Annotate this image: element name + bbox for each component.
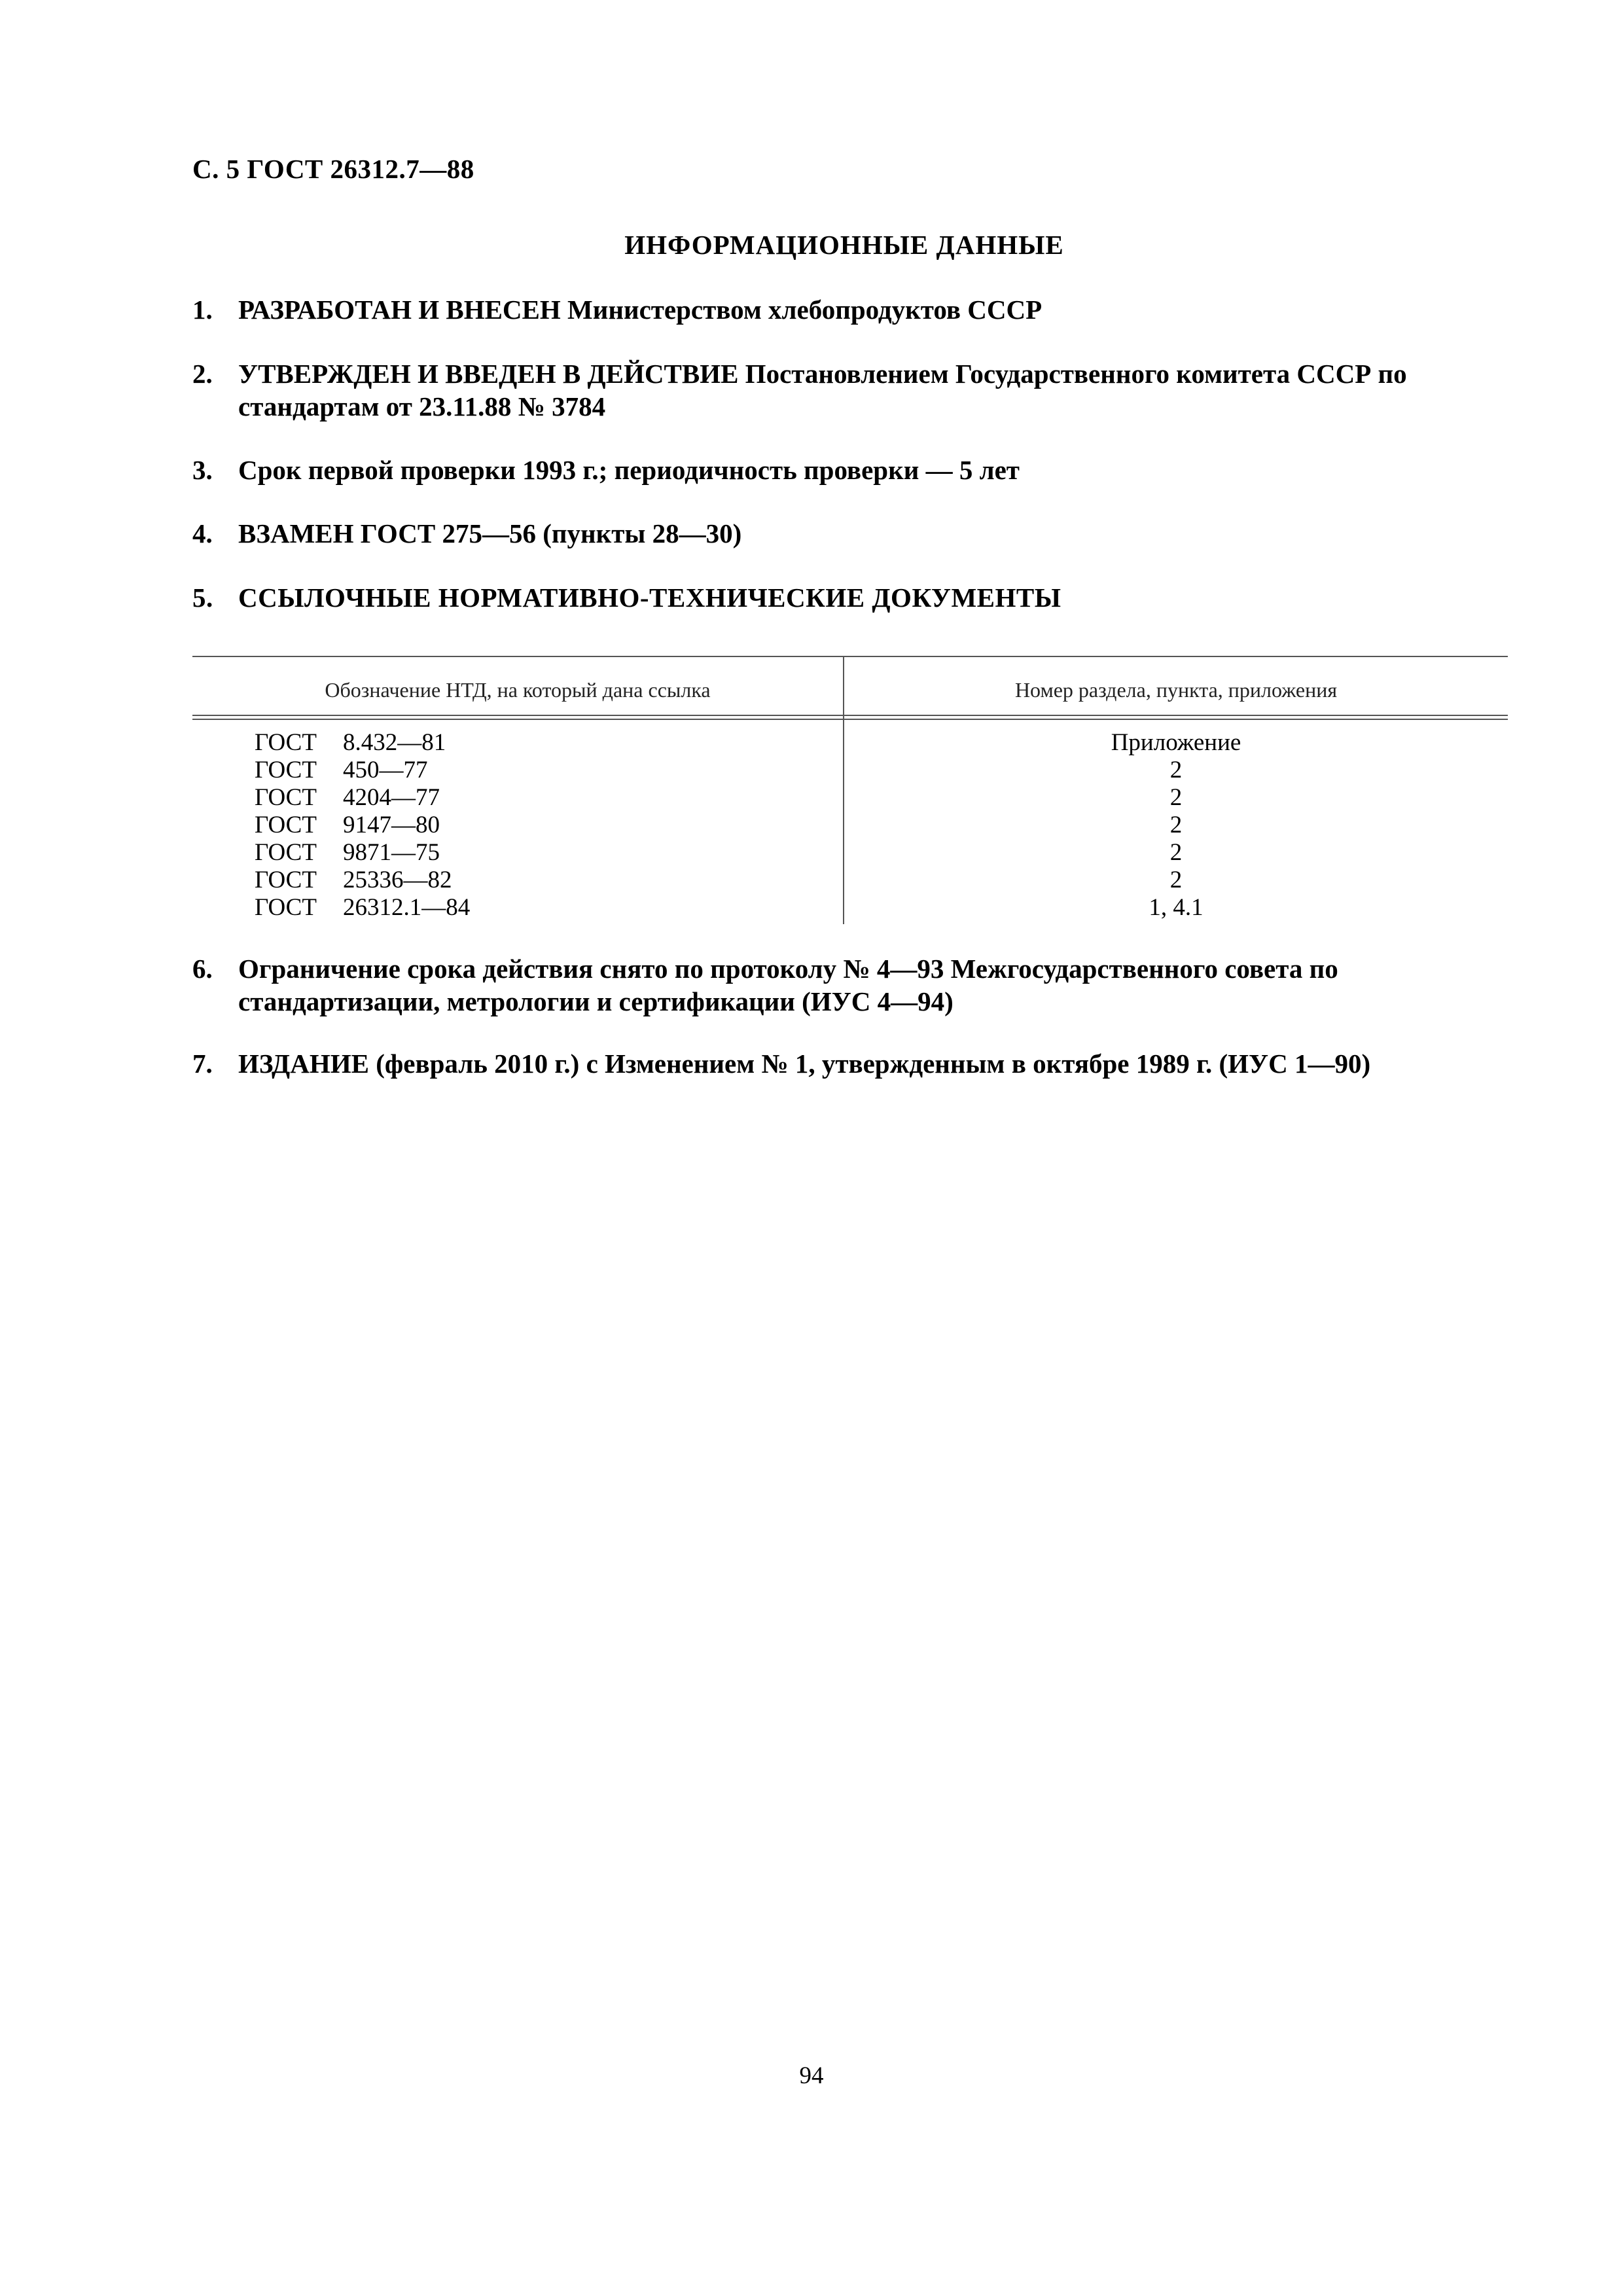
doc-number: 9147—80: [343, 812, 440, 838]
table-cell-ref: 2: [1169, 839, 1183, 866]
item-text: Срок первой проверки 1993 г.; периодичность проверки — 5 лет: [238, 455, 1020, 485]
doc-prefix: ГОСТ: [255, 812, 317, 838]
doc-prefix: ГОСТ: [255, 839, 317, 866]
item-number: 3.: [192, 455, 213, 485]
table-row: [255, 894, 470, 922]
table-ref-column: [844, 729, 1508, 922]
table-header-doc: Обозначение НТД, на который дана ссылка: [325, 678, 711, 702]
info-item-1: [192, 293, 1508, 326]
item-text: Ограничение срока действия снято по протоколу № 4—93 Межгосударственного совета по стандартизации, метрологии и сертификации (ИУС 4—94): [238, 954, 1338, 1016]
doc-number: 25336—82: [343, 867, 452, 893]
table-cell-ref: 2: [1169, 784, 1183, 811]
info-item-6: [192, 952, 1508, 1018]
table-cell-ref: Приложение: [1111, 729, 1241, 756]
item-text: РАЗРАБОТАН И ВНЕСЕН Министерством хлебопродуктов СССР: [238, 295, 1043, 325]
page-header: С. 5 ГОСТ 26312.7—88: [192, 154, 474, 184]
table-doc-column: [255, 729, 470, 922]
table-header-rule-double: [192, 719, 1508, 720]
reference-table: [192, 656, 1508, 924]
table-row: [255, 757, 470, 784]
item-number: 5.: [192, 583, 213, 613]
doc-number: 26312.1—84: [343, 894, 471, 921]
section-title: ИНФОРМАЦИОННЫЕ ДАННЫЕ: [624, 230, 1064, 260]
doc-number: 4204—77: [343, 784, 440, 811]
doc-prefix: ГОСТ: [255, 894, 317, 921]
table-cell-ref: 1, 4.1: [1149, 894, 1204, 921]
item-number: 6.: [192, 954, 213, 984]
info-item-3: [192, 454, 1508, 486]
table-row: [255, 812, 470, 839]
table-header-ref: Номер раздела, пункта, приложения: [1014, 678, 1338, 702]
item-number: 7.: [192, 1049, 213, 1079]
doc-number: 9871—75: [343, 839, 440, 866]
info-item-5: [192, 581, 1508, 614]
doc-prefix: ГОСТ: [255, 729, 317, 756]
table-row: [255, 839, 470, 867]
table-cell-ref: 2: [1169, 757, 1183, 783]
doc-prefix: ГОСТ: [255, 757, 317, 783]
info-item-2: [192, 357, 1508, 423]
info-item-4: [192, 517, 1508, 550]
info-item-7: [192, 1047, 1508, 1080]
doc-number: 450—77: [343, 757, 428, 783]
page-number: 94: [799, 2062, 824, 2089]
doc-number: 8.432—81: [343, 729, 446, 756]
item-text: ССЫЛОЧНЫЕ НОРМАТИВНО-ТЕХНИЧЕСКИЕ ДОКУМЕНТЫ: [238, 583, 1061, 613]
table-row: [255, 784, 470, 812]
doc-prefix: ГОСТ: [255, 784, 317, 811]
item-number: 2.: [192, 359, 213, 389]
table-header-rule: [192, 715, 1508, 716]
item-number: 1.: [192, 295, 213, 325]
table-cell-ref: 2: [1169, 867, 1183, 893]
item-text: ВЗАМЕН ГОСТ 275—56 (пункты 28—30): [238, 518, 742, 548]
item-text: УТВЕРЖДЕН И ВВЕДЕН В ДЕЙСТВИЕ Постановлением Государственного комитета СССР по стандартам от 23.11.88 № 3784: [238, 359, 1407, 422]
table-row: [255, 729, 470, 757]
table-top-rule: [192, 656, 1508, 657]
item-text: ИЗДАНИЕ (февраль 2010 г.) с Изменением № 1, утвержденным в октябре 1989 г. (ИУС 1—90): [238, 1049, 1371, 1079]
item-number: 4.: [192, 518, 213, 548]
doc-prefix: ГОСТ: [255, 867, 317, 893]
table-cell-ref: 2: [1169, 812, 1183, 838]
table-row: [255, 867, 470, 894]
